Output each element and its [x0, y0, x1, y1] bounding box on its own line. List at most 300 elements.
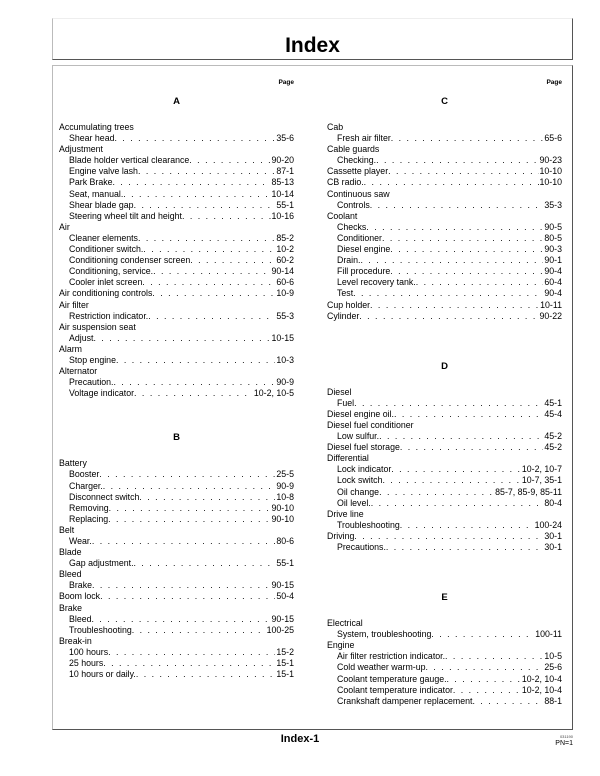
- leader-dots: [93, 333, 270, 344]
- entry-page-ref: 80-6: [276, 536, 294, 546]
- index-entry: [59, 658, 294, 669]
- entry-page-ref: 60-2: [276, 255, 294, 266]
- section-b-entries: [59, 458, 294, 680]
- index-entry: [327, 629, 562, 640]
- page-footer: Index-1: [280, 733, 320, 745]
- entry-term: Cassette player: [327, 166, 389, 177]
- entry-term: Break-in: [59, 635, 92, 646]
- entry-term: Electrical: [327, 618, 363, 629]
- entry-page-ref: 90-20: [271, 155, 294, 166]
- entry-page-ref: 90-10: [271, 513, 294, 524]
- entry-term: Stop engine: [69, 354, 116, 365]
- index-entry: [59, 266, 294, 277]
- index-entry: [59, 311, 294, 322]
- entry-page-ref: 15-2: [276, 646, 294, 657]
- entry-term: Gap adjustment.: [69, 558, 134, 569]
- entry-term: Air suspension seat: [59, 321, 136, 332]
- entry-term: Diesel fuel storage: [327, 442, 400, 453]
- leader-dots: [386, 542, 543, 553]
- entry-term: Crankshaft dampener replacement: [337, 695, 473, 706]
- section-a-entries: [59, 122, 294, 399]
- section-letter-e: E: [441, 592, 448, 604]
- leader-dots: [153, 266, 270, 277]
- index-entry: [59, 514, 294, 525]
- leader-dots: [103, 481, 276, 492]
- index-entry: [327, 222, 562, 233]
- entry-page-ref: 10-3: [276, 354, 294, 365]
- leader-dots: [190, 255, 275, 266]
- entry-term: Test: [337, 288, 354, 299]
- leader-dots: [134, 558, 276, 569]
- entry-page-ref: 35-3: [544, 199, 562, 210]
- entry-term: Alarm: [59, 343, 82, 354]
- leader-dots: [382, 233, 543, 244]
- leader-dots: [109, 503, 271, 514]
- index-entry: [59, 580, 294, 591]
- leader-dots: [391, 464, 521, 475]
- entry-page-ref: 30-1: [544, 542, 562, 552]
- spacer: [327, 553, 562, 589]
- entry-term: Cable guards: [327, 144, 380, 155]
- entry-page-ref: 55-1: [276, 558, 294, 569]
- leader-dots: [379, 431, 543, 442]
- index-entry: [327, 464, 562, 475]
- entry-page-ref: 10-16: [271, 210, 294, 221]
- index-entry: [59, 333, 294, 344]
- leader-dots: [100, 591, 275, 602]
- leader-dots: [354, 531, 543, 542]
- entry-term: System, troubleshooting: [337, 629, 432, 640]
- entry-term: Diesel: [327, 386, 352, 397]
- index-entry: [59, 255, 294, 266]
- index-entry: [327, 398, 562, 409]
- leader-dots: [391, 133, 544, 144]
- index-heading: [327, 166, 562, 177]
- index-heading: [59, 322, 294, 333]
- index-entry: [327, 431, 562, 442]
- entry-term: 25 hours: [69, 658, 104, 669]
- index-entry: [59, 536, 294, 547]
- entry-term: Engine valve lash: [69, 166, 138, 177]
- leader-dots: [376, 155, 538, 166]
- index-heading: [327, 311, 562, 322]
- index-heading: [327, 300, 562, 311]
- section-e-entries: [327, 618, 562, 707]
- index-entry: [327, 200, 562, 211]
- leader-dots: [142, 277, 275, 288]
- leader-dots: [364, 177, 539, 188]
- leader-dots: [108, 514, 270, 525]
- leader-dots: [123, 189, 270, 200]
- index-heading: [59, 366, 294, 377]
- right-column: [327, 79, 562, 707]
- entry-page-ref: 35-6: [276, 133, 294, 144]
- entry-term: Boom lock: [59, 591, 101, 602]
- entry-page-ref: 65-6: [544, 133, 562, 144]
- entry-page-ref: 45-1: [544, 397, 562, 408]
- index-entry: [327, 696, 562, 707]
- entry-page-ref: 90-15: [271, 613, 294, 624]
- leader-dots: [139, 492, 275, 503]
- index-heading: [327, 640, 562, 651]
- entry-term: Air filter: [59, 299, 89, 310]
- entry-term: Troubleshooting: [69, 624, 132, 635]
- leader-dots: [388, 166, 538, 177]
- index-heading: [59, 144, 294, 155]
- entry-page-ref: 85-2: [276, 232, 294, 243]
- entry-term: Checking.: [337, 155, 377, 166]
- left-column: [59, 79, 294, 680]
- index-heading: [59, 288, 294, 299]
- index-entry: [327, 266, 562, 277]
- leader-dots: [400, 520, 534, 531]
- section-letter-b: B: [173, 432, 180, 444]
- index-entry: [59, 503, 294, 514]
- entry-term: Seat, manual.: [69, 188, 124, 199]
- entry-term: Removing: [69, 502, 109, 513]
- entry-term: Diesel fuel conditioner: [327, 419, 414, 430]
- entry-page-ref: 10-7, 35-1: [521, 475, 562, 486]
- entry-term: Conditioner switch.: [69, 244, 144, 255]
- leader-dots: [132, 625, 266, 636]
- index-heading: [327, 189, 562, 200]
- page-column-header: Page: [546, 79, 562, 86]
- entry-page-ref: 50-4: [276, 591, 294, 602]
- page-column-header: Page: [278, 79, 294, 86]
- leader-dots: [116, 355, 275, 366]
- entry-term: Cold weather warm-up: [337, 662, 426, 673]
- entry-page-ref: 100-25: [266, 624, 294, 635]
- entry-term: Air: [59, 221, 70, 232]
- entry-term: Brake: [69, 580, 92, 591]
- entry-term: Continuous saw: [327, 188, 390, 199]
- entry-page-ref: 10-5: [544, 651, 562, 662]
- index-entry: [327, 255, 562, 266]
- index-entry: [59, 469, 294, 480]
- leader-dots: [453, 685, 521, 696]
- entry-term: Bleed: [69, 613, 92, 624]
- entry-page-ref: 88-1: [544, 695, 562, 706]
- entry-page-ref: 10-2: [276, 244, 294, 255]
- entry-term: Conditioning, service.: [69, 266, 154, 277]
- index-entry: [59, 233, 294, 244]
- entry-term: Level recovery tank.: [337, 277, 416, 288]
- leader-dots: [394, 409, 543, 420]
- entry-term: Shear blade gap: [69, 199, 134, 210]
- index-entry: [327, 520, 562, 531]
- entry-term: Troubleshooting: [337, 519, 400, 530]
- entry-page-ref: 87-1: [276, 166, 294, 177]
- leader-dots: [99, 469, 275, 480]
- entry-term: Voltage indicator: [69, 388, 135, 399]
- index-heading: [59, 344, 294, 355]
- entry-term: Air filter restriction indicator.: [337, 651, 446, 662]
- leader-dots: [114, 377, 276, 388]
- index-entry: [59, 177, 294, 188]
- leader-dots: [353, 288, 543, 299]
- entry-term: Steering wheel tilt and height: [69, 210, 182, 221]
- index-heading: [327, 531, 562, 542]
- spacer: [59, 399, 294, 429]
- leader-dots: [472, 696, 543, 707]
- entry-page-ref: 100-11: [535, 629, 562, 640]
- entry-page-ref: 10-10: [539, 166, 562, 177]
- entry-term: Cleaner elements: [69, 232, 138, 243]
- entry-term: Coolant temperature indicator: [337, 684, 453, 695]
- entry-term: CB radio.: [327, 177, 364, 188]
- section-c-entries: [327, 122, 562, 322]
- index-heading: [59, 122, 294, 133]
- entry-term: Drive line: [327, 508, 364, 519]
- entry-term: Blade: [59, 547, 82, 558]
- index-entry: [59, 355, 294, 366]
- entry-page-ref: 10-2, 10-4: [521, 684, 562, 695]
- entry-page-ref: 30-1: [544, 530, 562, 541]
- index-entry: [327, 288, 562, 299]
- index-entry: [59, 133, 294, 144]
- leader-dots: [382, 475, 520, 486]
- index-entry: [59, 558, 294, 569]
- entry-page-ref: 55-3: [276, 310, 294, 321]
- index-heading: [59, 525, 294, 536]
- leader-dots: [359, 311, 538, 322]
- entry-page-ref: 55-1: [276, 199, 294, 210]
- entry-page-ref: 25-5: [276, 469, 294, 480]
- entry-page-ref: 15-1: [276, 658, 294, 669]
- leader-dots: [371, 498, 544, 509]
- entry-page-ref: 45-4: [544, 408, 562, 419]
- section-letter-d: D: [441, 360, 448, 372]
- index-heading: [327, 618, 562, 629]
- entry-page-ref: 10-11: [540, 299, 562, 310]
- entry-page-ref: 10-2, 10-4: [521, 673, 562, 684]
- index-heading: [59, 636, 294, 647]
- index-heading: [59, 300, 294, 311]
- entry-term: Coolant temperature gauge.: [337, 673, 447, 684]
- leader-dots: [103, 658, 275, 669]
- entry-page-ref: 25-6: [544, 662, 562, 673]
- index-entry: [59, 388, 294, 399]
- entry-term: Belt: [59, 524, 75, 535]
- entry-page-ref: 10-15: [271, 332, 294, 343]
- leader-dots: [400, 442, 544, 453]
- index-entry: [327, 674, 562, 685]
- entry-term: Bleed: [59, 569, 82, 580]
- leader-dots: [108, 647, 275, 658]
- entry-page-ref: 60-6: [276, 277, 294, 288]
- entry-term: Park Brake: [69, 177, 113, 188]
- page-number: PN=1: [555, 740, 573, 747]
- index-entry: [327, 244, 562, 255]
- entry-term: Fuel: [337, 397, 355, 408]
- entry-term: Shear head: [69, 133, 115, 144]
- index-entry: [327, 233, 562, 244]
- entry-page-ref: 80-4: [544, 497, 562, 508]
- leader-dots: [148, 311, 275, 322]
- entry-term: Disconnect switch: [69, 491, 140, 502]
- index-heading: [327, 409, 562, 420]
- entry-term: Conditioning condenser screen: [69, 255, 191, 266]
- entry-term: Checks: [337, 221, 367, 232]
- entry-page-ref: 90-23: [539, 155, 562, 166]
- index-entry: [327, 133, 562, 144]
- index-heading: [327, 387, 562, 398]
- index-heading: [59, 458, 294, 469]
- leader-dots: [426, 662, 544, 673]
- index-heading: [327, 442, 562, 453]
- entry-term: Air conditioning controls: [59, 288, 153, 299]
- leader-dots: [447, 674, 521, 685]
- entry-term: Driving: [327, 530, 355, 541]
- index-entry: [59, 277, 294, 288]
- leader-dots: [370, 200, 544, 211]
- leader-dots: [134, 388, 253, 399]
- entry-page-ref: 90-1: [544, 255, 562, 266]
- index-entry: [327, 277, 562, 288]
- entry-page-ref: 90-10: [271, 502, 294, 513]
- document-code: 031190: [559, 734, 573, 739]
- leader-dots: [152, 288, 275, 299]
- index-entry: [327, 498, 562, 509]
- entry-page-ref: 90-5: [544, 221, 562, 232]
- index-entry: [327, 487, 562, 498]
- index-entry: [327, 542, 562, 553]
- entry-term: Replacing: [69, 513, 109, 524]
- entry-term: Lock switch: [337, 475, 383, 486]
- leader-dots: [370, 300, 539, 311]
- index-heading: [327, 122, 562, 133]
- entry-term: Battery: [59, 458, 87, 469]
- entry-page-ref: 85-13: [271, 177, 294, 188]
- entry-page-ref: 90-22: [539, 310, 562, 321]
- entry-term: Cooler inlet screen: [69, 277, 143, 288]
- entry-term: Wear.: [69, 536, 92, 546]
- index-entry: [59, 481, 294, 492]
- leader-dots: [445, 651, 543, 662]
- index-entry: [327, 475, 562, 486]
- entry-term: 100 hours: [69, 646, 109, 657]
- leader-dots: [390, 266, 543, 277]
- index-heading: [59, 569, 294, 580]
- index-entry: [59, 189, 294, 200]
- entry-page-ref: 15-1: [276, 669, 294, 680]
- entry-page-ref: 60-4: [544, 277, 562, 288]
- entry-term: Oil level.: [337, 497, 371, 508]
- section-letter-c: C: [441, 96, 448, 107]
- index-entry: [327, 651, 562, 662]
- entry-term: Differential: [327, 453, 369, 464]
- entry-page-ref: 10-8: [276, 491, 294, 502]
- entry-term: Restriction indicator.: [69, 310, 149, 321]
- entry-page-ref: 10-14: [271, 188, 294, 199]
- leader-dots: [138, 233, 275, 244]
- section-d-entries: [327, 387, 562, 553]
- index-entry: [59, 200, 294, 211]
- entry-page-ref: 90-4: [544, 288, 562, 299]
- index-entry: [327, 662, 562, 673]
- entry-page-ref: 10-2, 10-7: [521, 464, 562, 475]
- index-heading: [327, 211, 562, 222]
- entry-page-ref: 80-5: [544, 232, 562, 243]
- leader-dots: [189, 155, 270, 166]
- entry-page-ref: 90-4: [544, 266, 562, 277]
- leader-dots: [431, 629, 534, 640]
- index-entry: [59, 155, 294, 166]
- entry-term: Conditioner: [337, 232, 382, 243]
- leader-dots: [138, 166, 275, 177]
- entry-term: Controls: [337, 199, 370, 210]
- leader-dots: [92, 614, 271, 625]
- entry-term: Adjustment: [59, 144, 104, 155]
- leader-dots: [113, 177, 271, 188]
- entry-term: Brake: [59, 602, 82, 613]
- leader-dots: [143, 244, 275, 255]
- leader-dots: [136, 669, 276, 680]
- index-entry: [59, 377, 294, 388]
- index-entry: [327, 685, 562, 696]
- entry-term: Accumulating trees: [59, 122, 134, 132]
- page-title: Index: [285, 34, 340, 57]
- entry-term: Fill procedure: [337, 266, 391, 277]
- entry-page-ref: 90-15: [271, 580, 294, 591]
- entry-term: Precautions.: [337, 542, 386, 552]
- index-entry: [59, 166, 294, 177]
- spacer: [327, 322, 562, 358]
- index-entry: [59, 669, 294, 680]
- index-entry: [327, 155, 562, 166]
- entry-term: 10 hours or daily.: [69, 669, 136, 680]
- entry-term: Diesel engine: [337, 244, 391, 255]
- index-heading: [327, 420, 562, 431]
- entry-page-ref: 90-3: [544, 244, 562, 255]
- entry-page-ref: 90-9: [276, 480, 294, 491]
- entry-term: Cab: [327, 122, 344, 132]
- entry-page-ref: 10-2, 10-5: [253, 388, 294, 399]
- leader-dots: [92, 580, 271, 591]
- entry-term: Charger.: [69, 480, 103, 491]
- leader-dots: [390, 244, 543, 255]
- entry-page-ref: 10-10: [539, 177, 562, 188]
- entry-term: Low sulfur.: [337, 431, 380, 442]
- entry-term: Adjust: [69, 332, 94, 343]
- leader-dots: [182, 211, 271, 222]
- entry-term: Alternator: [59, 366, 98, 377]
- entry-page-ref: 100-24: [534, 519, 562, 530]
- entry-page-ref: 90-9: [276, 377, 294, 388]
- entry-term: Lock indicator: [337, 464, 392, 475]
- entry-term: Cylinder: [327, 310, 360, 321]
- index-entry: [59, 647, 294, 658]
- entry-term: Coolant: [327, 210, 358, 221]
- leader-dots: [360, 255, 543, 266]
- title-frame: [52, 18, 573, 60]
- entry-term: Oil change: [337, 486, 380, 497]
- leader-dots: [354, 398, 543, 409]
- index-heading: [59, 547, 294, 558]
- index-entry: [59, 492, 294, 503]
- index-entry: [59, 614, 294, 625]
- leader-dots: [416, 277, 544, 288]
- index-entry: [59, 625, 294, 636]
- index-heading: [327, 453, 562, 464]
- entry-page-ref: 45-2: [544, 442, 562, 453]
- index-entry: [59, 244, 294, 255]
- leader-dots: [115, 133, 276, 144]
- index-entry: [59, 211, 294, 222]
- entry-page-ref: 45-2: [544, 431, 562, 442]
- leader-dots: [379, 487, 494, 498]
- entry-term: Blade holder vertical clearance: [69, 155, 190, 166]
